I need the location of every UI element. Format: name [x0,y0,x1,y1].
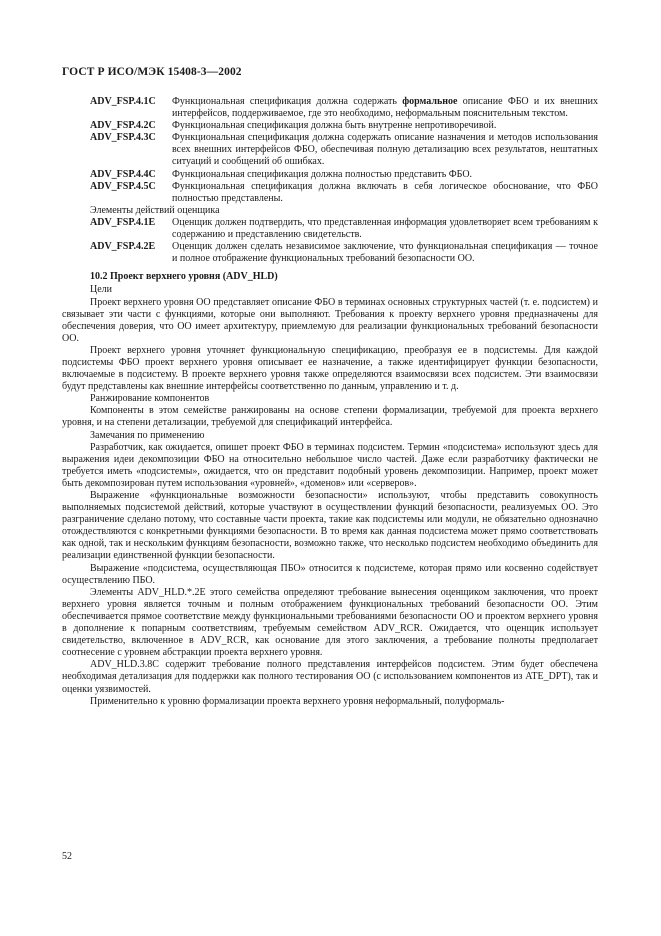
ranking-label: Ранжирование компонентов [90,393,210,405]
paragraph: Компоненты в этом семействе ранжированы на основе степени формализации, требуемой для проекта верхнего уровня, и на степени детализации, требуемой для спецификаций интерфейса. [62,405,598,429]
page-content [62,96,598,708]
requirement-item [90,120,598,132]
requirement-code: ADV_FSP.4.1C [90,96,156,107]
requirement-text: Функциональная спецификация должна полностью представить ФБО. [172,168,473,180]
requirement-text: Функциональная спецификация должна быть внутренне непротиворечивой. [172,120,497,132]
requirement-code: ADV_FSP.4.5C [90,180,156,192]
evaluator-elements-label: Элементы действий оценщика [90,204,220,216]
requirement-item [90,241,598,265]
requirement-item [90,132,598,168]
requirement-code: ADV_FSP.4.4C [90,168,156,180]
requirement-text: Функциональная спецификация должна содержать описание назначения и методов использования всех внешних интерфейсов ФБО, обеспечивая полную детализацию всех результатов, нештатных ситуаций и сообщений об ошибках. [172,132,598,168]
requirement-text: Оценщик должен сделать независимое заключение, что функциональная спецификация — точное и полное отображение функциональных требований безопасности ОО. [172,241,598,265]
paragraph: Разработчик, как ожидается, опишет проект ФБО в терминах подсистем. Термин «подсистема» используют здесь для выражения идеи декомпозиции ФБО на относительно небольшое число частей. Даже если разработчику фактически не требуется иметь «подсистемы», ожидается, что он представит подобный уровень декомпозиции. Например, проект может быть декомпозирован путем использования «уровней», «доменов» или «серверов». [62,441,598,489]
requirement-item [90,96,598,120]
notes-label: Замечания по применению [90,429,205,441]
requirement-code: ADV_FSP.4.2C [90,120,156,132]
section-heading: 10.2 Проект верхнего уровня (ADV_HLD) [90,271,278,283]
requirement-text: Функциональная спецификация должна содержать формальное описание ФБО и их внешних интерфейсов, поддерживаемое, где это необходимо, неформальным пояснительным текстом. [172,96,598,120]
paragraph: Выражение «подсистема, осуществляющая ПБО» относится к подсистеме, которая прямо или косвенно содействует осуществлению ПБО. [62,562,598,586]
paragraph: Проект верхнего уровня уточняет функциональную спецификацию, преобразуя ее в подсистемы. Для каждой подсистемы ФБО проект верхнего уровня описывает ее назначение, а также идентифицирует функции безопасности, включаемые в подсистему. В проекте верхнего уровня также определяются взаимосвязи всех подсистем. Эти взаимосвязи будут представлены как внешние интерфейсы соответственно по данным, управлению и т. д. [62,344,598,393]
requirement-item [90,169,598,181]
paragraph: Проект верхнего уровня ОО представляет описание ФБО в терминах основных структурных частей (т. е. подсистем) и связывает эти части с функциями, которые они выполняют. Требования к проекту верхнего уровня предназначены для обеспечения доверия, что ОО имеет архитектуру, приемлемую для реализации функциональных требований безопасности ОО. [62,296,598,344]
requirement-text: Функциональная спецификация должна включать в себя логическое обоснование, что ФБО полностью представлены. [172,180,598,204]
paragraph: Применительно к уровню формализации проекта верхнего уровня неформальный, полуформаль- [90,695,505,707]
paragraph: ADV_HLD.3.8C содержит требование полного представления интерфейсов подсистем. Этим будет обеспечена необходимая детализация для поддержки как полного тестирования ОО (с использованием компонентов из ATE_DPT), так и оценки уязвимостей. [62,659,598,695]
goals-label: Цели [90,284,113,296]
requirement-text: Оценщик должен подтвердить, что представленная информация удовлетворяет всем требованиям к содержанию и представлению свидетельств. [172,216,598,241]
requirement-code: ADV_FSP.4.3C [90,132,156,144]
paragraph: Элементы ADV_HLD.*.2E этого семейства определяют требование вынесения оценщиком заключения, что проект верхнего уровня является точным и полным отображением функциональных требований безопасности ОО. Этим обеспечивается прямое соответствие между функциональными требованиями безопасности ОО и проектом верхнего уровня в дополнение к попарным соответствиям, требуемым семейством ADV_RCR. Ожидается, что оценщик использует свидетельство, включенное в ADV_RCR, как основание для этого заключения, а требование полноты предполагает соотнесение с уровнем абстракции проекта верхнего уровня. [62,586,598,659]
requirement-code: ADV_FSP.4.1E [90,216,156,228]
document-header: ГОСТ Р ИСО/МЭК 15408-3—2002 [62,66,242,78]
requirement-item [90,217,598,241]
requirement-item [90,181,598,205]
requirement-code: ADV_FSP.4.2E [90,241,156,253]
page-number: 52 [62,851,72,862]
paragraph: Выражение «функциональные возможности безопасности» используют, чтобы представить совокупность выполняемых подсистемой действий, которые участвуют в осуществлении функций безопасности, реализуемых ОО. Это разграничение сделано потому, что составные части проекта, такие как подсистемы или модули, не обязательно однозначно отождествляются с конкретными функциями безопасности. В то время как данная подсистема может прямо соответствовать как одной, так и нескольким функциям безопасности, возможно также, что несколько подсистем необходимо объединить для реализации единственной функции безопасности. [62,490,598,562]
